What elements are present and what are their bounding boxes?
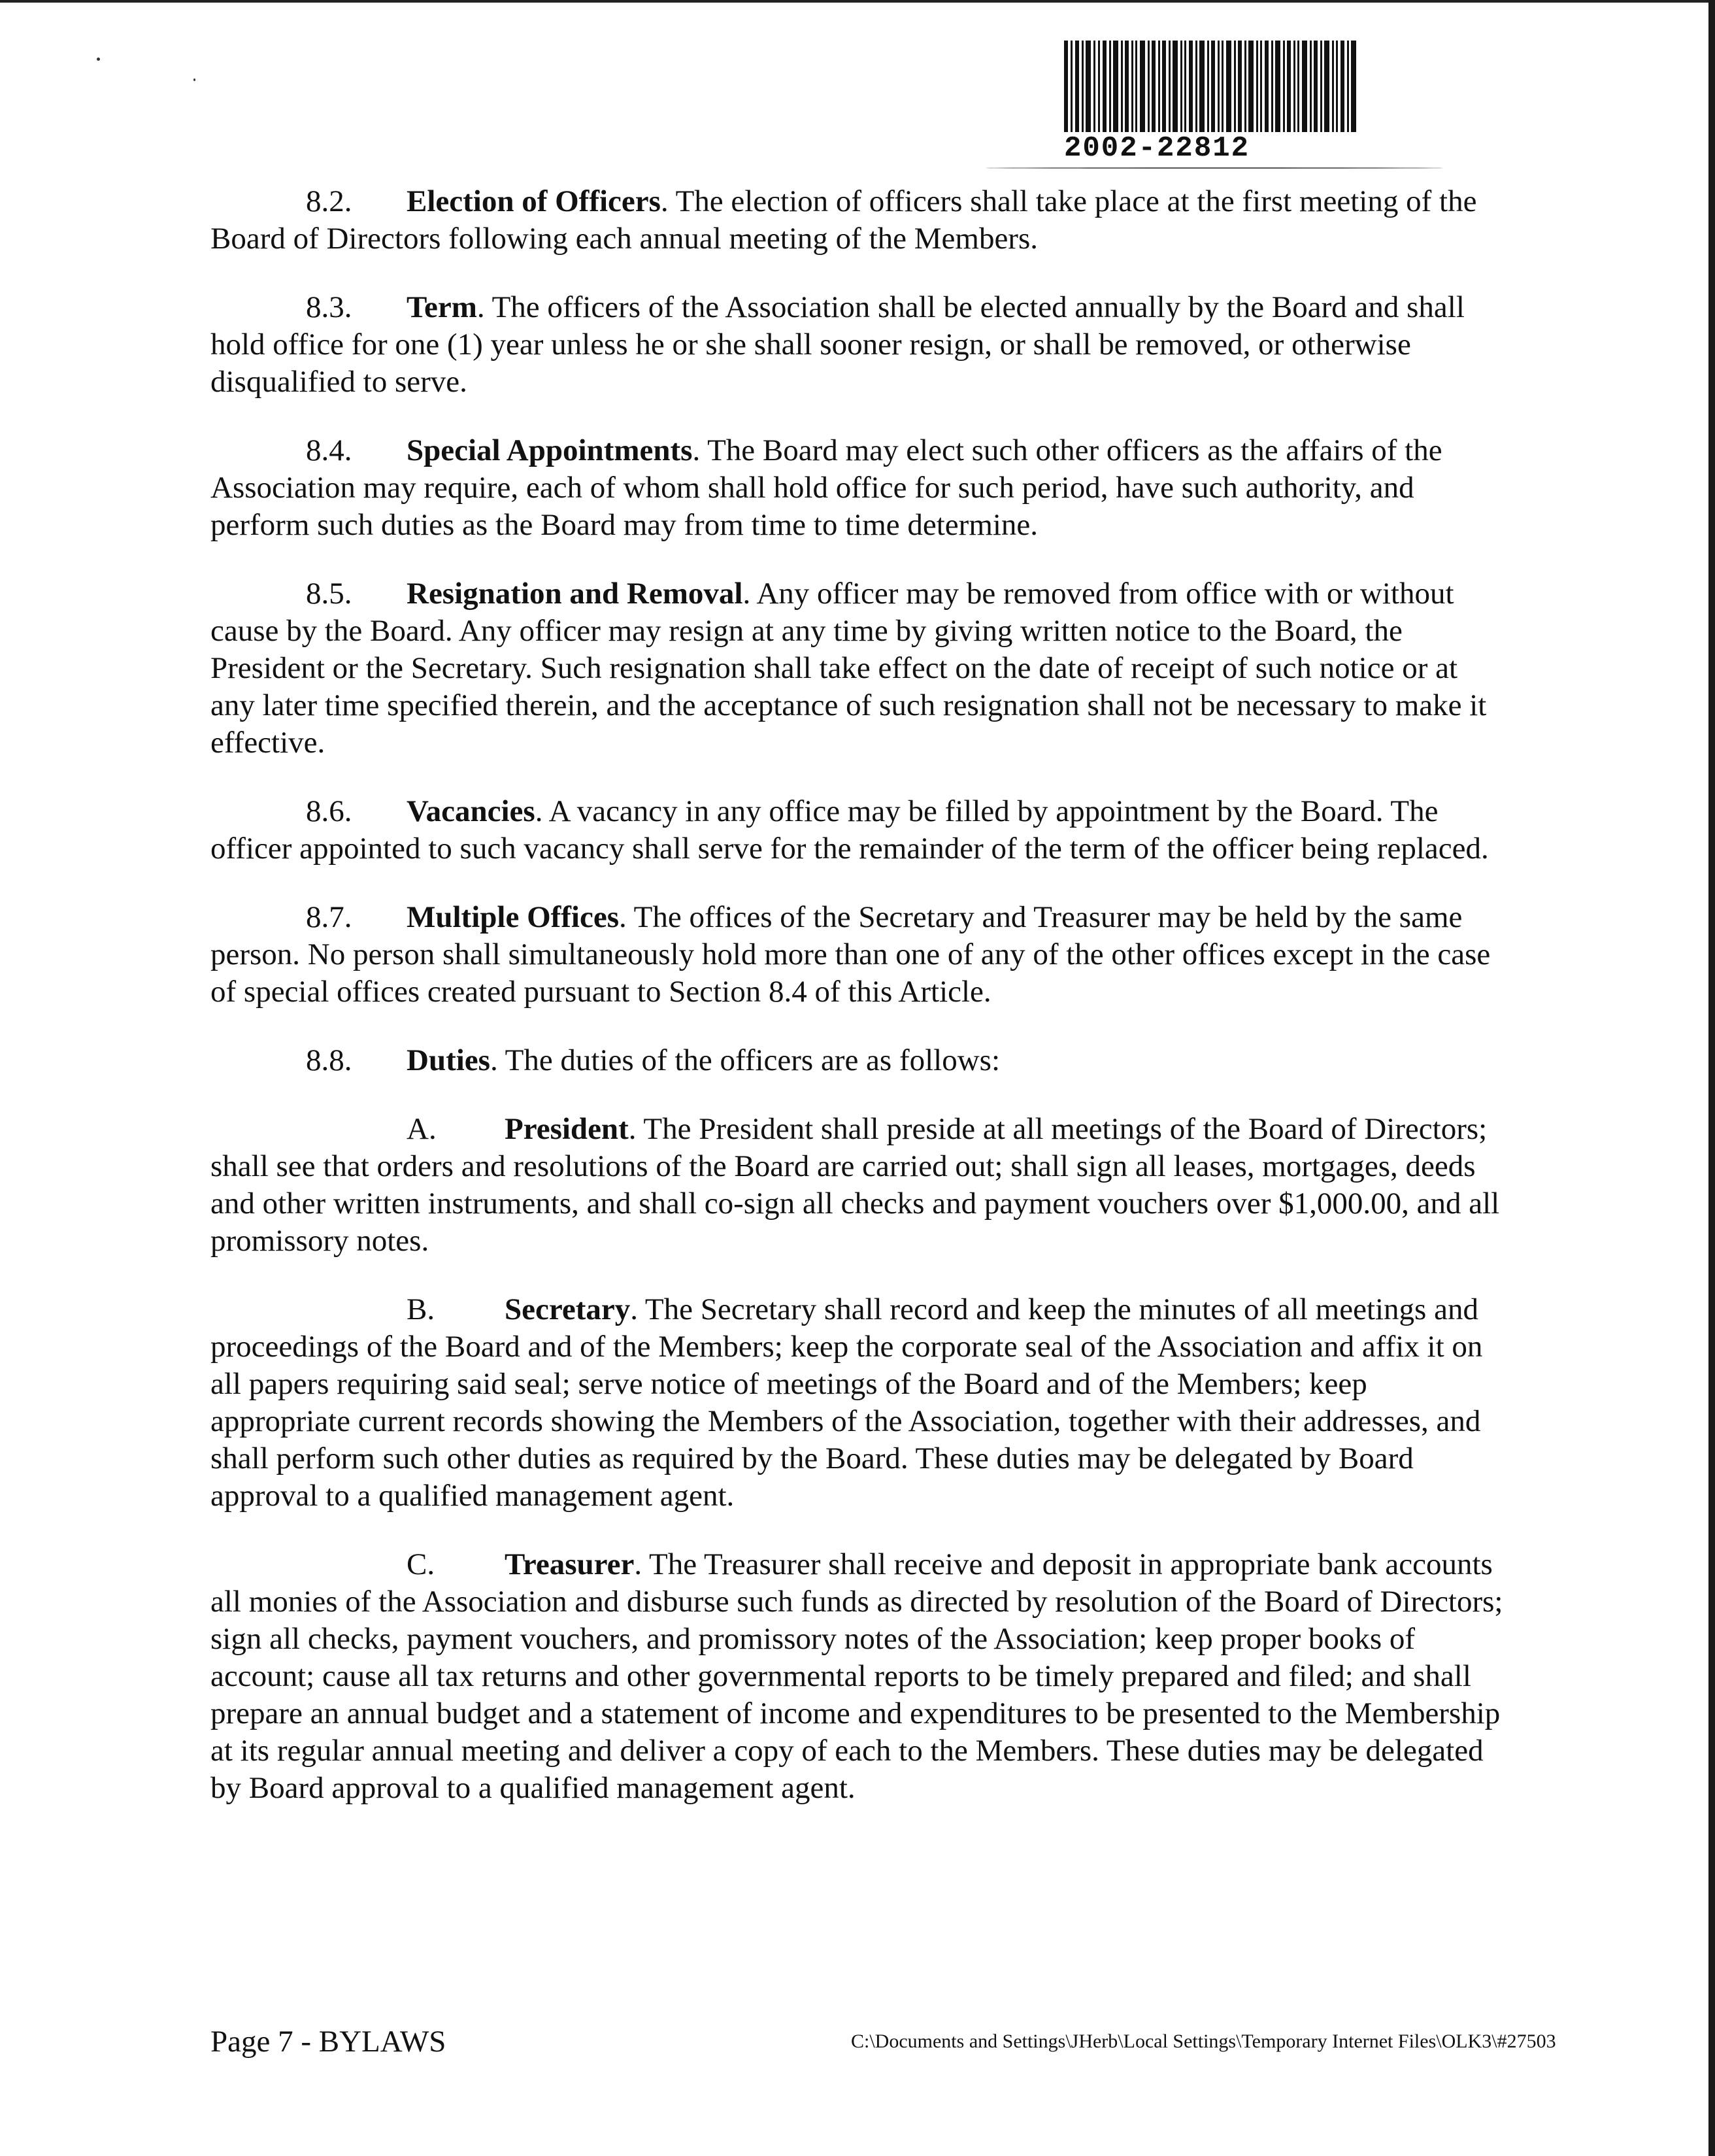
duty-letter: A. xyxy=(407,1112,437,1146)
duty-text: . The Secretary shall record and keep the minutes of all meetings and proceedings of the Board and of the Members; keep the corporate seal of the Association and affix it on all papers requiring said seal; serve notice of meetings of the Board and of the Members; keep appropriate current records showing the Members of the Association, together with their addresses, and shall perform such other duties as required by the Board. These duties may be delegated by Board approval to a qualified management agent. xyxy=(210,1292,1483,1513)
barcode-image xyxy=(1064,41,1365,132)
duty-secretary xyxy=(210,1291,1505,1515)
section-heading: Multiple Offices xyxy=(407,900,620,934)
section-8-7 xyxy=(210,899,1505,1011)
section-heading: Duties xyxy=(407,1043,490,1077)
section-8-4 xyxy=(210,432,1505,544)
duty-text: . The Treasurer shall receive and deposit in appropriate bank accounts all monies of the Association and disburse such funds as directed by resolution of the Board of Directors; sign all checks, payment vouchers, and promissory notes of the Association; keep proper books of account; cause all tax returns and other governmental reports to be timely prepared and filed; and shall prepare an annual budget and a statement of income and expenditures to be presented to the Membership at its regular annual meeting and deliver a copy of each to the Members. These duties may be delegated by Board approval to a qualified management agent. xyxy=(210,1547,1503,1805)
section-text: . The officers of the Association shall be elected annually by the Board and shall hold office for one (1) year unless he or she shall sooner resign, or shall be removed, or otherwise disqualified to serve. xyxy=(210,290,1465,399)
duty-treasurer xyxy=(210,1546,1505,1807)
section-number: 8.2. xyxy=(306,184,352,218)
section-heading: Term xyxy=(407,290,477,324)
barcode-number: 2002-22812 xyxy=(1064,132,1250,165)
section-8-2 xyxy=(210,183,1505,258)
duty-heading: Secretary xyxy=(505,1292,631,1326)
duty-president xyxy=(210,1111,1505,1260)
document-body xyxy=(210,183,1505,1838)
duty-text: . The President shall preside at all meetings of the Board of Directors; shall see that orders and resolutions of the Board are carried out; shall sign all leases, mortgages, deeds and other written instruments, and shall co-sign all checks and payment vouchers over $1,000.00, and all promissory notes. xyxy=(210,1112,1500,1258)
section-8-6 xyxy=(210,793,1505,867)
barcode-underline xyxy=(986,167,1443,169)
section-8-3 xyxy=(210,289,1505,401)
section-text: . Any officer may be removed from office with or without cause by the Board. Any officer may resign at any time by giving written notice to the Board, the President or the Secretary. Such resignation shall take effect on the date of receipt of such notice or at any later time specified therein, and the acceptance of such resignation shall not be necessary to make it effective. xyxy=(210,577,1487,760)
section-number: 8.6. xyxy=(306,794,352,828)
scan-speck xyxy=(97,58,100,61)
section-heading: Vacancies xyxy=(407,794,535,828)
section-number: 8.3. xyxy=(306,290,352,324)
duty-letter: B. xyxy=(407,1292,435,1326)
scan-edge-top xyxy=(0,0,1715,3)
footer-page-label: Page 7 - BYLAWS xyxy=(210,2025,446,2059)
duty-heading: President xyxy=(505,1112,629,1146)
section-8-8 xyxy=(210,1042,1505,1079)
section-heading: Resignation and Removal xyxy=(407,577,743,611)
section-number: 8.8. xyxy=(306,1043,352,1077)
duty-letter: C. xyxy=(407,1547,435,1581)
duty-heading: Treasurer xyxy=(505,1547,635,1581)
section-8-5 xyxy=(210,575,1505,762)
section-text: . The offices of the Secretary and Treasurer may be held by the same person. No person shall simultaneously hold more than one of any of the other offices except in the case of special offices created pursuant to Section 8.4 of this Article. xyxy=(210,900,1491,1009)
section-number: 8.4. xyxy=(306,433,352,467)
section-number: 8.7. xyxy=(306,900,352,934)
barcode-stamp xyxy=(1064,41,1365,171)
section-heading: Special Appointments xyxy=(407,433,693,467)
section-number: 8.5. xyxy=(306,577,352,611)
section-heading: Election of Officers xyxy=(407,184,661,218)
scan-speck xyxy=(193,78,195,81)
footer-file-path: C:\Documents and Settings\JHerb\Local Settings\Temporary Internet Files\OLK3\#27503 xyxy=(851,2030,1556,2052)
section-text: . A vacancy in any office may be filled by appointment by the Board. The officer appointed to such vacancy shall serve for the remainder of the term of the officer being replaced. xyxy=(210,794,1489,866)
section-text: . The duties of the officers are as follows: xyxy=(490,1043,1001,1077)
section-text: . The election of officers shall take place at the first meeting of the Board of Directors following each annual meeting of the Members. xyxy=(210,184,1477,256)
scan-edge-right xyxy=(1708,0,1715,2156)
section-text: . The Board may elect such other officers as the affairs of the Association may require, each of whom shall hold office for such period, have such authority, and perform such duties as the Board may from time to time determine. xyxy=(210,433,1442,542)
